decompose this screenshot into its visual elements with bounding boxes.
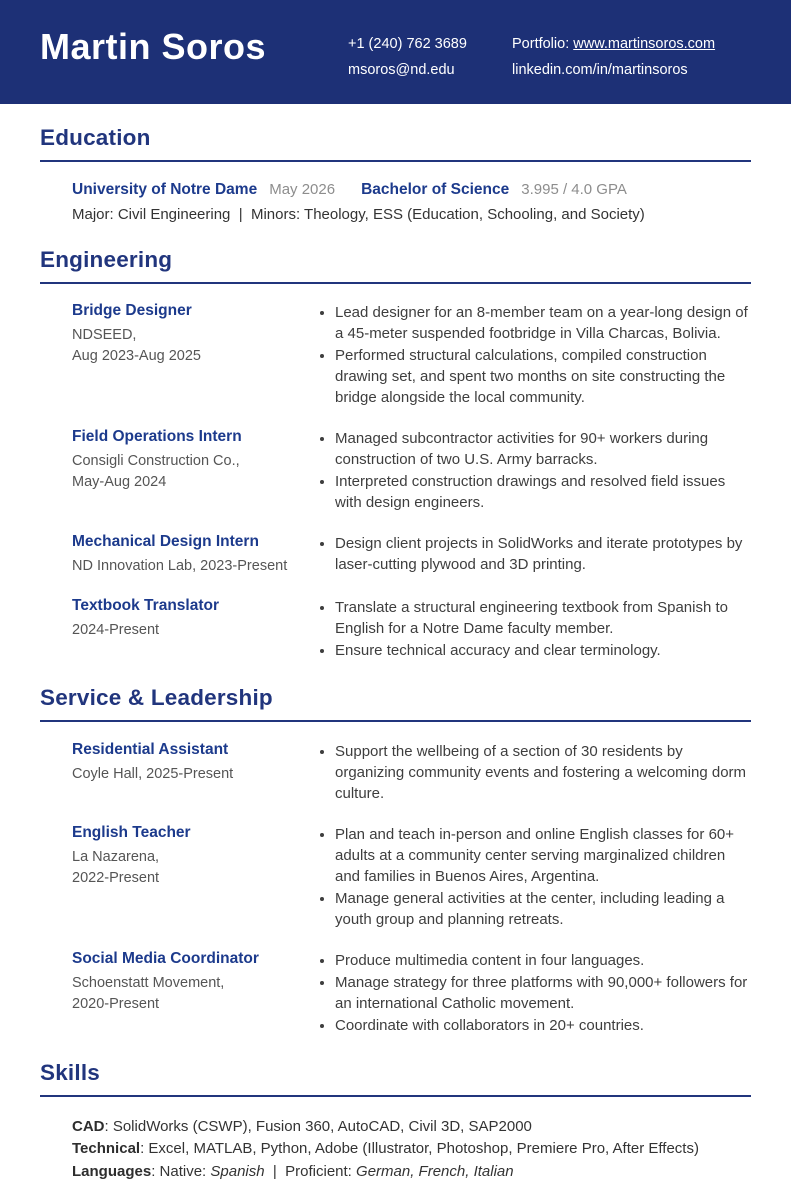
skill-label-languages: Languages <box>72 1162 152 1180</box>
person-name: Martin Soros <box>40 26 267 67</box>
phone-number: +1 (240) 762 3689 <box>348 36 467 52</box>
bullet-item: • Ensure technical accuracy and clear terminology. <box>335 640 751 661</box>
skill-line-languages <box>72 1161 751 1183</box>
entry-textbook-translator <box>72 597 751 661</box>
entry-left-column <box>72 824 318 930</box>
skills-list <box>40 1116 751 1183</box>
bullet-list <box>318 302 751 408</box>
skill-line-cad <box>72 1116 751 1139</box>
date-line: 2024-Present <box>72 622 160 639</box>
bullet-item: • Interpreted construction drawings and resolved field issues with design engineers. <box>335 471 751 513</box>
skill-values-technical: : Excel, MATLAB, Python, Adobe (Illustrator, Photoshop, Premiere Pro, After Effects) <box>140 1140 699 1158</box>
languages-proficient-value: German, French, Italian <box>356 1162 514 1180</box>
org-line: ND Innovation Lab, 2023-Present <box>72 558 288 575</box>
entry-social-media-coordinator <box>72 950 751 1036</box>
portfolio-label: Portfolio: <box>512 36 574 52</box>
skill-label-cad: CAD <box>72 1117 105 1135</box>
role-title: Residential Assistant <box>72 741 229 759</box>
resume-body <box>0 125 791 1183</box>
date-line: 2022-Present <box>72 870 160 887</box>
bullet-item: • Translate a structural engineering textbook from Spanish to English for a Notre Dame faculty member. <box>335 597 751 639</box>
bullet-list <box>318 824 751 930</box>
org-line: NDSEED, <box>72 327 137 344</box>
education-summary-line <box>72 181 751 199</box>
entry-mechanical-design-intern <box>72 533 751 577</box>
role-title: Field Operations Intern <box>72 428 242 446</box>
bullet-list <box>318 741 751 804</box>
skill-values-cad: : SolidWorks (CSWP), Fusion 360, AutoCAD, Civil 3D, SAP2000 <box>104 1117 532 1135</box>
contact-column-left <box>348 31 467 83</box>
entry-left-column <box>72 741 318 804</box>
major-minor-line: Major: Civil Engineering | Minors: Theology, ESS (Education, Schooling, and Society) <box>72 205 645 223</box>
languages-proficient-label: | Proficient: <box>264 1162 357 1180</box>
service-entries <box>40 741 751 1036</box>
org-line: Schoenstatt Movement, <box>72 975 225 992</box>
bullet-list <box>318 950 751 1036</box>
role-title: Social Media Coordinator <box>72 950 259 968</box>
education-entry <box>40 181 751 223</box>
skill-label-technical: Technical <box>72 1140 141 1158</box>
bullet-item: • Manage strategy for three platforms with 90,000+ followers for an international Catholic movement. <box>335 972 751 1014</box>
role-title: Textbook Translator <box>72 597 219 615</box>
section-heading-education: Education <box>40 125 751 162</box>
email-address: msoros@nd.edu <box>348 62 455 78</box>
entry-field-operations-intern <box>72 428 751 513</box>
institution-name: University of Notre Dame <box>72 180 258 198</box>
languages-native-label: : Native: <box>151 1162 211 1180</box>
bullet-list <box>318 533 751 577</box>
org-line: Coyle Hall, 2025-Present <box>72 766 234 783</box>
role-title: Bridge Designer <box>72 302 192 320</box>
entry-left-column <box>72 428 318 513</box>
bullet-item: • Performed structural calculations, compiled construction drawing set, and spent two months on site constructing the bridge alongside the local community. <box>335 345 751 408</box>
bullet-item: • Manage general activities at the center, including leading a youth group and planning retreats. <box>335 888 751 930</box>
role-title: Mechanical Design Intern <box>72 533 259 551</box>
entry-left-column <box>72 533 318 577</box>
languages-native-value: Spanish <box>210 1162 265 1180</box>
org-line: La Nazarena, <box>72 849 160 866</box>
bullet-item: • Produce multimedia content in four languages. <box>335 950 751 971</box>
bullet-item: • Support the wellbeing of a section of 30 residents by organizing community events and fostering a welcoming dorm culture. <box>335 741 751 804</box>
engineering-entries <box>40 302 751 661</box>
entry-english-teacher <box>72 824 751 930</box>
entry-left-column <box>72 302 318 408</box>
org-line: Consigli Construction Co., <box>72 453 240 470</box>
date-line: Aug 2023-Aug 2025 <box>72 348 201 365</box>
bullet-item: • Coordinate with collaborators in 20+ countries. <box>335 1015 751 1036</box>
bullet-list <box>318 597 751 661</box>
bullet-item: • Managed subcontractor activities for 90+ workers during construction of two U.S. Army barracks. <box>335 428 751 470</box>
date-line: 2020-Present <box>72 996 160 1013</box>
section-heading-skills: Skills <box>40 1060 751 1097</box>
entry-left-column <box>72 597 318 661</box>
degree-name: Bachelor of Science <box>361 180 510 198</box>
bullet-list <box>318 428 751 513</box>
portfolio-line <box>512 31 715 57</box>
section-heading-service-leadership: Service & Leadership <box>40 685 751 722</box>
section-heading-engineering: Engineering <box>40 247 751 284</box>
entry-residential-assistant <box>72 741 751 804</box>
bullet-item: • Plan and teach in-person and online English classes for 60+ adults at a community center serving marginalized children and families in Buenos Aires, Argentina. <box>335 824 751 887</box>
portfolio-link[interactable]: www.martinsoros.com <box>573 36 716 52</box>
bullet-item: • Design client projects in SolidWorks and iterate prototypes by laser-cutting plywood and 3D printing. <box>335 533 751 575</box>
entry-left-column <box>72 950 318 1036</box>
role-title: English Teacher <box>72 824 191 842</box>
linkedin-url: linkedin.com/in/martinsoros <box>512 62 688 78</box>
graduation-date: May 2026 <box>269 180 336 198</box>
header-banner <box>0 0 791 104</box>
bullet-item: • Lead designer for an 8-member team on a year-long design of a 45-meter suspended footbridge in Villa Charcas, Bolivia. <box>335 302 751 344</box>
entry-bridge-designer <box>72 302 751 408</box>
contact-column-right <box>512 31 715 83</box>
date-line: May-Aug 2024 <box>72 474 167 491</box>
gpa-value: 3.995 / 4.0 GPA <box>521 180 627 198</box>
skill-line-technical <box>72 1138 751 1161</box>
